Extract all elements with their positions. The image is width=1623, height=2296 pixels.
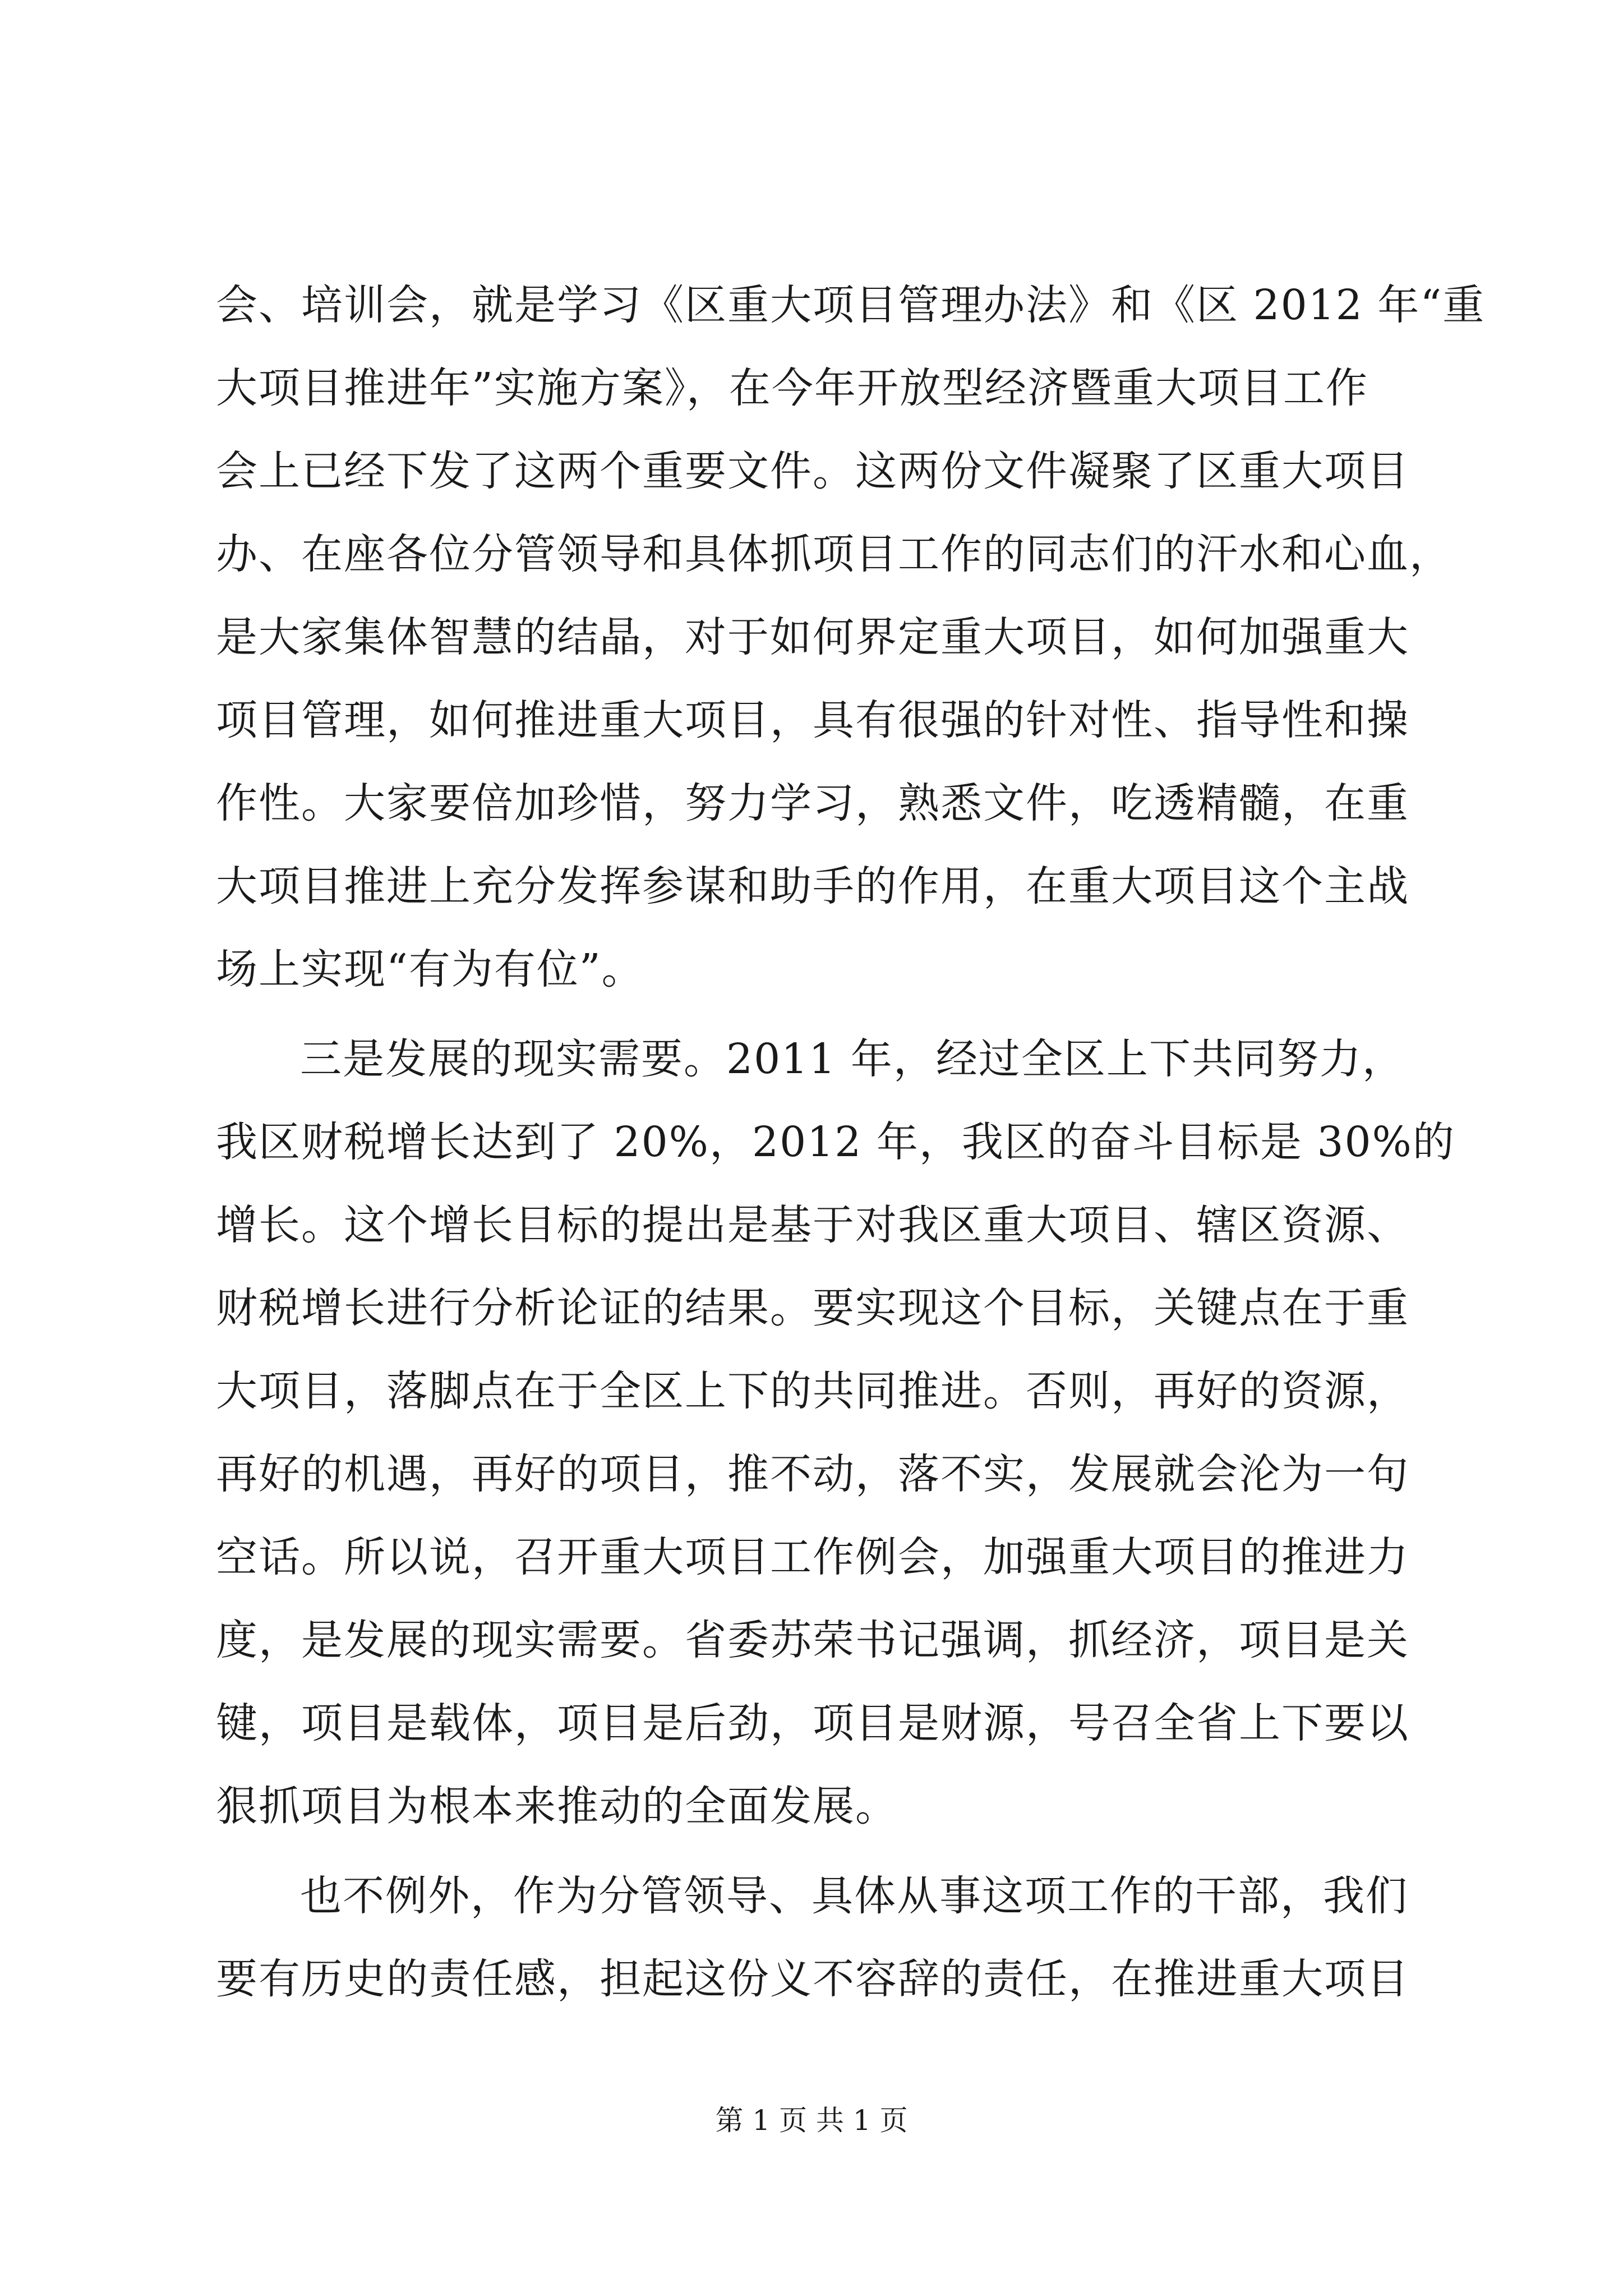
paragraph-gap [216, 1011, 1416, 1018]
text-line: 项目管理，如何推进重大项目，具有很强的针对性、指导性和操 [216, 696, 1409, 744]
text-line: 空话。所以说，召开重大项目工作例会，加强重大项目的推进力 [216, 1533, 1409, 1581]
text-line: 也不例外，作为分管领导、具体从事这项工作的干部，我们 [300, 1872, 1408, 1920]
paragraph-3 [216, 1855, 1416, 2021]
text-line: 会上已经下发了这两个重要文件。这两份文件凝聚了区重大项目 [216, 447, 1409, 495]
text-line: 财税增长进行分析论证的结果。要实现这个目标，关键点在于重 [216, 1284, 1409, 1332]
text-line: 键，项目是载体，项目是后劲，项目是财源，号召全省上下要以 [216, 1699, 1409, 1747]
text-line: 我区财税增长达到了 20%，2012 年，我区的奋斗目标是 30%的 [216, 1118, 1455, 1166]
text-line: 会、培训会，就是学习《区重大项目管理办法》和《区 2012 年“重 [216, 281, 1486, 329]
text-line: 三是发展的现实需要。2011 年，经过全区上下共同努力， [300, 1035, 1405, 1083]
text-line: 大项目，落脚点在于全区上下的共同推进。否则，再好的资源， [216, 1367, 1409, 1415]
text-line: 狠抓项目为根本来推动的全面发展。 [216, 1782, 898, 1830]
paragraph-gap [216, 1848, 1416, 1855]
document-body [216, 264, 1486, 2021]
text-line: 增长。这个增长目标的提出是基于对我区重大项目、辖区资源、 [216, 1201, 1409, 1249]
text-line: 办、在座各位分管领导和具体抓项目工作的同志们的汗水和心血， [216, 530, 1452, 578]
text-line: 大项目推进年”实施方案》，在今年开放型经济暨重大项目工作 [216, 364, 1368, 412]
paragraph-1 [216, 264, 1486, 1011]
text-line: 大项目推进上充分发挥参谋和助手的作用，在重大项目这个主战 [216, 862, 1409, 910]
paragraph-2 [216, 1018, 1455, 1848]
text-line: 是大家集体智慧的结晶，对于如何界定重大项目，如何加强重大 [216, 613, 1409, 661]
text-line: 再好的机遇，再好的项目，推不动，落不实，发展就会沦为一句 [216, 1450, 1409, 1498]
page-footer: 第 1 页 共 1 页 [715, 2104, 908, 2137]
text-line: 要有历史的责任感，担起这份义不容辞的责任，在推进重大项目 [216, 1955, 1409, 2003]
text-line: 度，是发展的现实需要。省委苏荣书记强调，抓经济，项目是关 [216, 1616, 1409, 1664]
text-line: 作性。大家要倍加珍惜，努力学习，熟悉文件，吃透精髓，在重 [216, 779, 1409, 827]
text-line: 场上实现“有为有位”。 [216, 945, 644, 993]
